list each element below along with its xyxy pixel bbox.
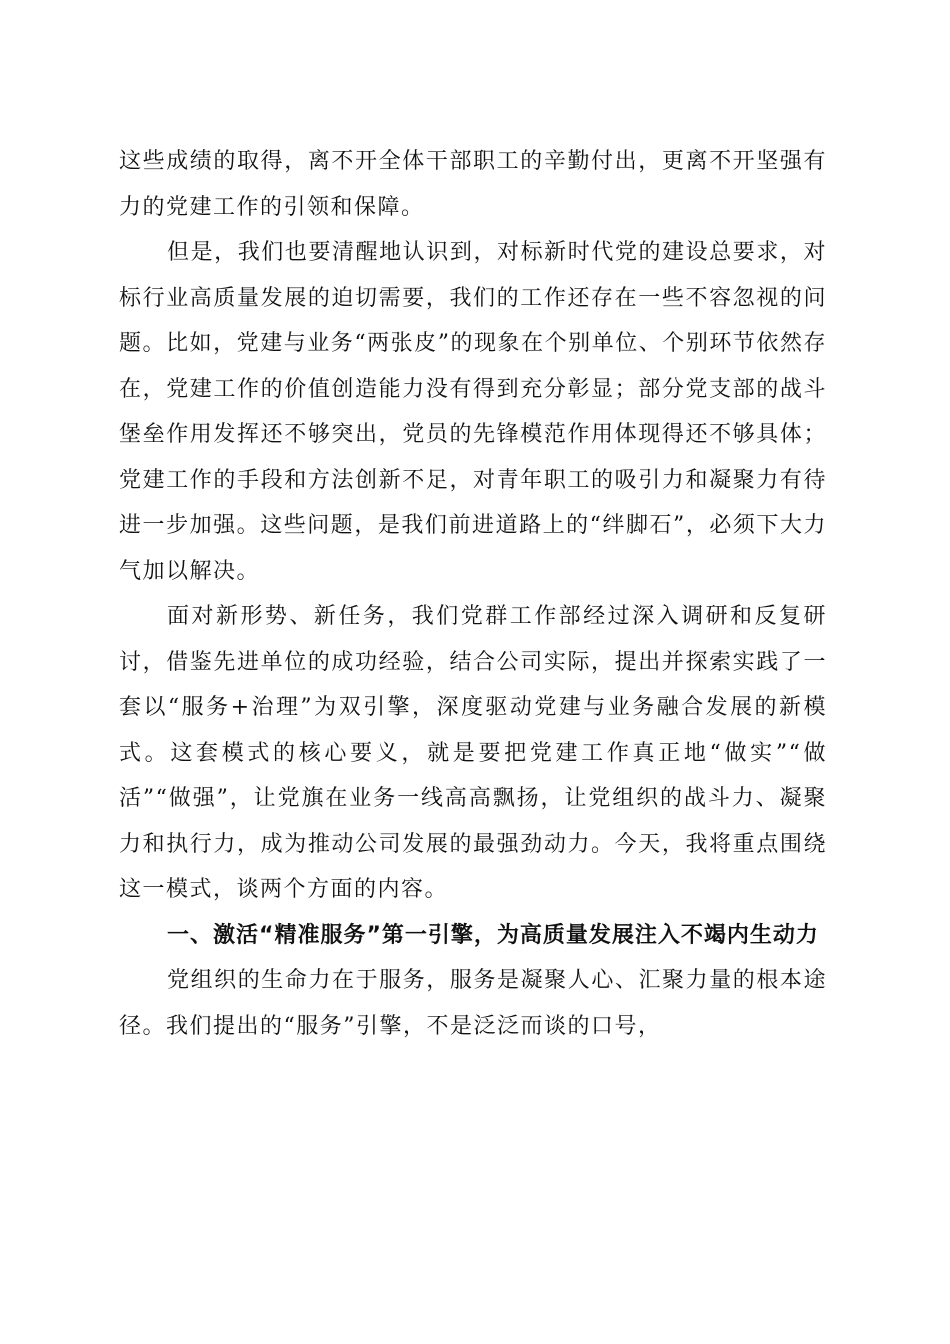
paragraph-continuation: 这些成绩的取得，离不开全体干部职工的辛勤付出，更离不开坚强有力的党建工作的引领和保障。 bbox=[119, 149, 827, 220]
document-body bbox=[119, 139, 827, 1049]
section-heading-1: 一、激活“精准服务”第一引擎，为高质量发展注入不竭内生动力 bbox=[167, 922, 819, 948]
paragraph-new-model: 面对新形势、新任务，我们党群工作部经过深入调研和反复研讨，借鉴先进单位的成功经验，结合公司实际，提出并探索实践了一套以“服务+治理”为双引擎，深度驱动党建与业务融合发展的新模式。这套模式的核心要义，就是要把党建工作真正地“做实”“做活”“做强”，让党旗在业务一线高高飘扬，让党组织的战斗力、凝聚力和执行力，成为推动公司发展的最强劲动力。今天，我将重点围绕这一模式，谈两个方面的内容。 bbox=[119, 604, 827, 902]
paragraph-problems: 但是，我们也要清醒地认识到，对标新时代党的建设总要求，对标行业高质量发展的迫切需要，我们的工作还存在一些不容忽视的问题。比如，党建与业务“两张皮”的现象在个别单位、个别环节依然存在，党建工作的价值创造能力没有得到充分彰显；部分党支部的战斗堡垒作用发挥还不够突出，党员的先锋模范作用体现得还不够具体；党建工作的手段和方法创新不足，对青年职工的吸引力和凝聚力有待进一步加强。这些问题，是我们前进道路上的“绊脚石”，必须下大力气加以解决。 bbox=[119, 240, 827, 584]
paragraph-service: 党组织的生命力在于服务，服务是凝聚人心、汇聚力量的根本途径。我们提出的“服务”引擎，不是泛泛而谈的口号， bbox=[119, 968, 827, 1039]
